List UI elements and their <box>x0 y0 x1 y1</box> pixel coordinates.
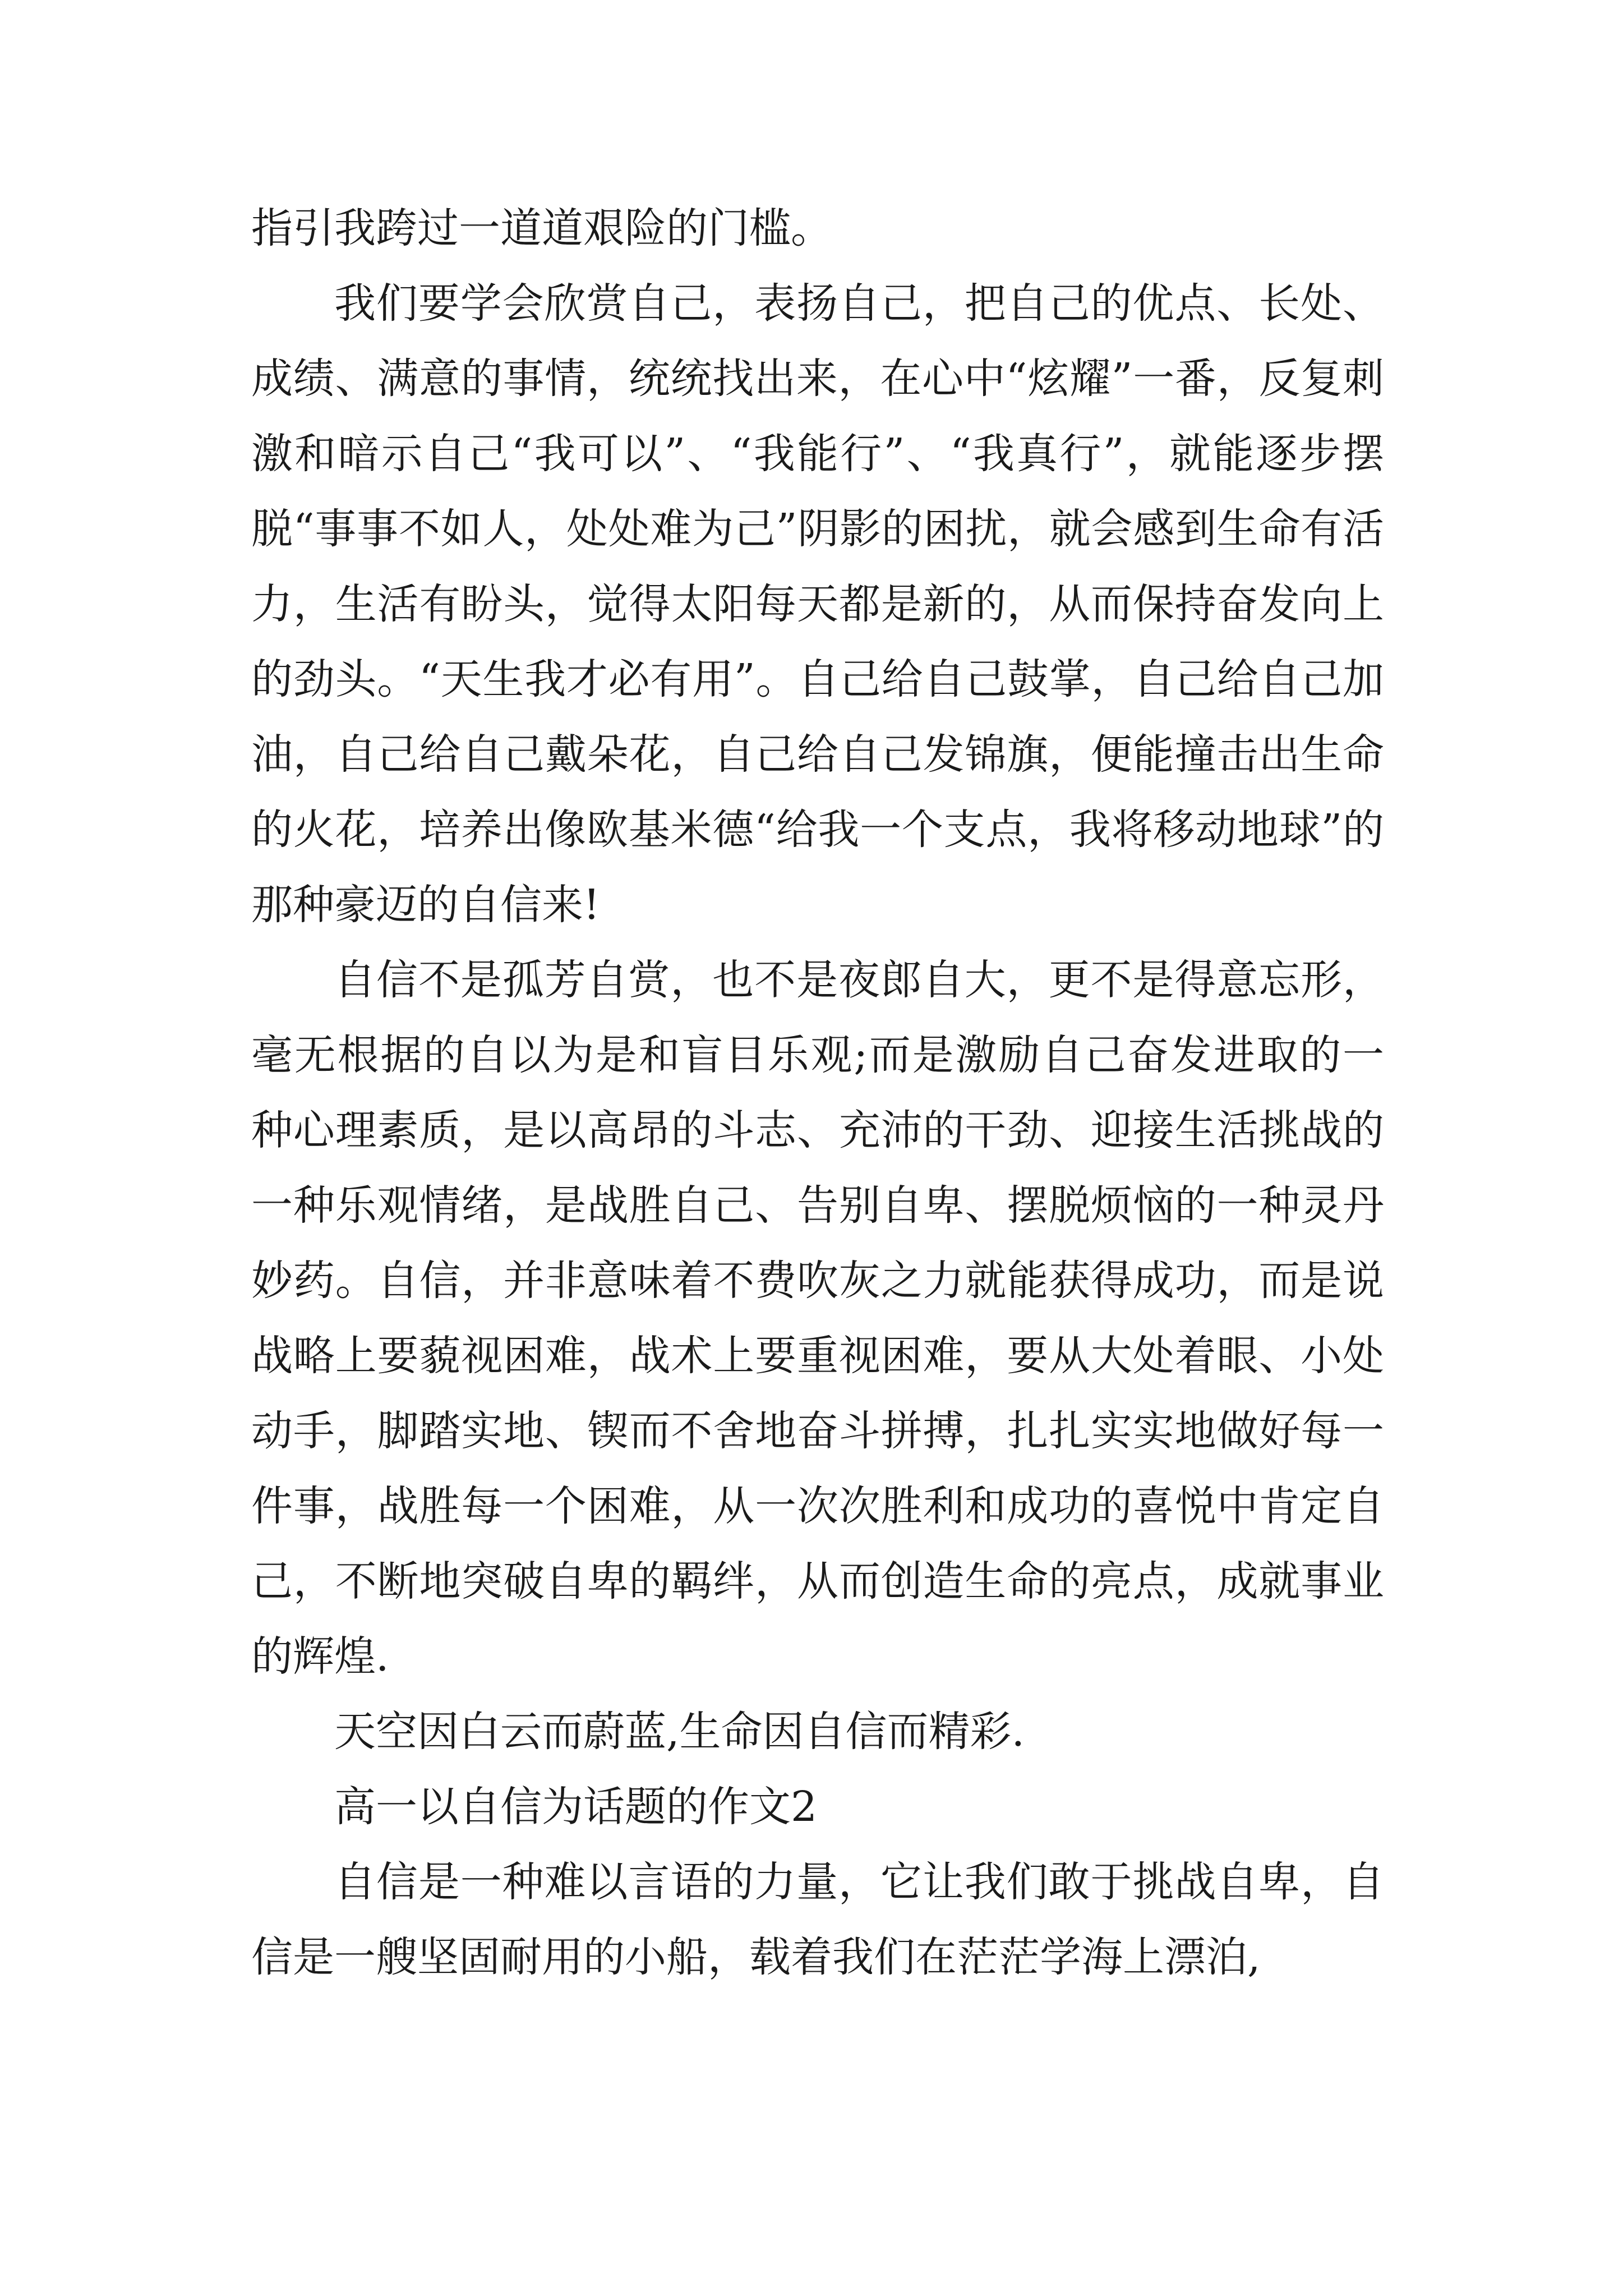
document-body <box>251 191 1384 1995</box>
paragraph-self-appreciation: 我们要学会欣赏自己，表扬自己，把自己的优点、长处、成绩、满意的事情，统统找出来，在心中“炫耀”一番，反复刺激和暗示自己“我可以”、“我能行”、“我真行”，就能逐步摆脱“事事不如人，处处难为己”阴影的困扰，就会感到生命有活力，生活有盼头，觉得太阳每天都是新的，从而保持奋发向上的劲头。“天生我才必有用”。自己给自己鼓掌，自己给自己加油，自己给自己戴朵花，自己给自己发锦旗，便能撞击出生命的火花，培养出像欧基米德“给我一个支点，我将移动地球”的那种豪迈的自信来! <box>251 279 1384 929</box>
paragraph-closing-line: 天空因白云而蔚蓝,生命因自信而精彩. <box>334 1708 1025 1756</box>
paragraph-confidence-definition: 自信不是孤芳自赏，也不是夜郎自大，更不是得意忘形，毫无根据的自以为是和盲目乐观;而是激励自己奋发进取的一种心理素质，是以高昂的斗志、充沛的干劲、迎接生活挑战的一种乐观情绪，是战胜自己、告别自卑、摆脱烦恼的一种灵丹妙药。自信，并非意味着不费吹灰之力就能获得成功，而是说战略上要藐视困难，战术上要重视困难，要从大处着眼、小处动手，脚踏实地、锲而不舍地奋斗拼搏，扎扎实实地做好每一件事，战胜每一个困难，从一次次胜利和成功的喜悦中肯定自己，不断地突破自卑的羁绊，从而创造生命的亮点，成就事业的辉煌. <box>251 956 1384 1681</box>
paragraph-essay2-intro: 自信是一种难以言语的力量，它让我们敢于挑战自卑，自信是一艘坚固耐用的小船，载着我们在茫茫学海上漂泊, <box>251 1858 1384 1981</box>
paragraph-continuation: 指引我跨过一道道艰险的门槛。 <box>251 204 832 252</box>
essay-title: 高一以自信为话题的作文2 <box>334 1783 818 1831</box>
